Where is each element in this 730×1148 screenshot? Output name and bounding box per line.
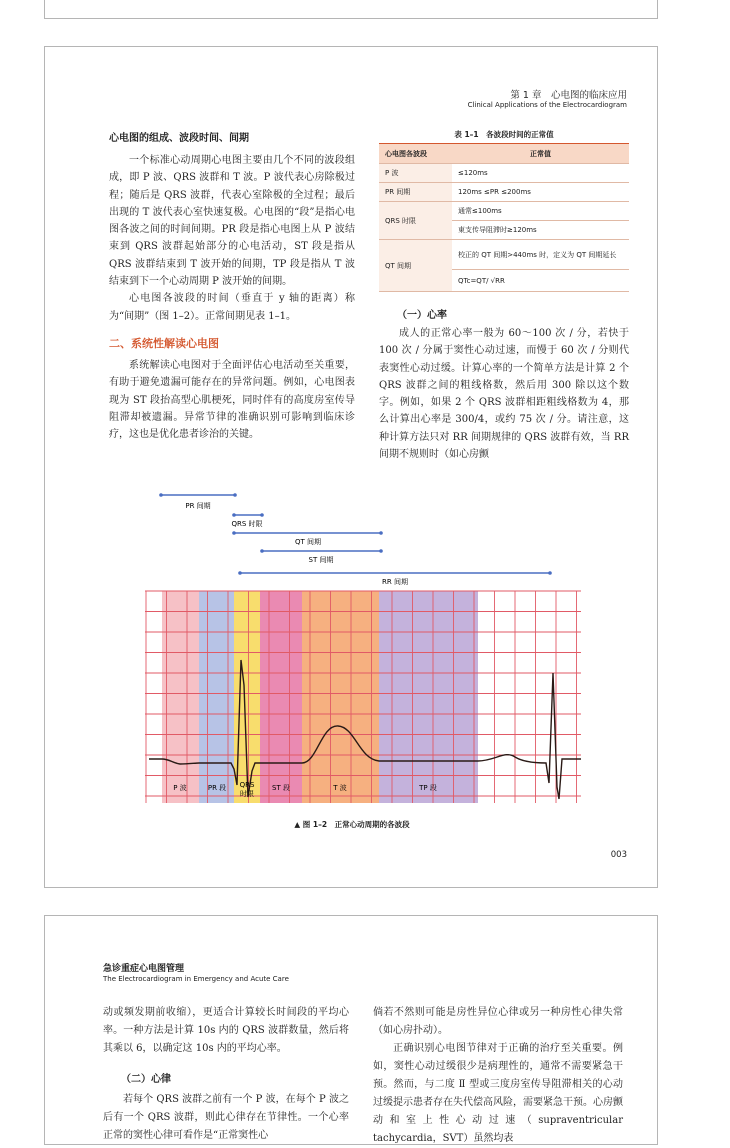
book-subtitle: The Electrocardiogram in Emergency and Acute Care: [103, 975, 289, 983]
table-cell-value: 通常≤100ms: [452, 202, 629, 221]
pr-interval-bar: [159, 493, 237, 510]
table-cell-value: QTc=QT/ √RR: [452, 270, 629, 292]
paragraph-heart-rate: 成人的正常心率一般为 60～100 次 / 分，若快于 100 次 / 分属于窦性心动过速，而慢于 60 次 / 分则代表窦性心动过缓。计算心率的一个简单方法是计算 2 个 QRS 波群之间的粗线格数，然后用 300 除以这个数字。例如，如果 2 个 QRS 波群相距粗线格数为 4，那么计算出心率是 300/4，或约 75 次 / 分。请注意，这种计算方法只对 RR 间期规律的 QRS 波群有效，当 RR 间期不规则时（如心房颤: [379, 328, 629, 461]
table-header-segment: 心电图各波段: [379, 144, 452, 164]
next-page: [44, 915, 658, 1145]
band-label-qrs-line1: QRS: [239, 781, 255, 789]
table-cell-value: 校正的 QT 间期>440ms 时，定义为 QT 间期延长: [452, 240, 629, 270]
next-left-paragraph-2: 若每个 QRS 波群之前有一个 P 波，在每个 P 波之后有一个 QRS 波群，则此心律存在节律性。一个心率正常的窦性心律可看作是“正常窦性心: [103, 1094, 349, 1141]
main-page: [44, 46, 658, 888]
table-cell-label: QT 间期: [379, 240, 452, 292]
left-column: [109, 129, 355, 443]
band-label-qrs-line2: 时限: [240, 790, 254, 798]
table-row: [379, 183, 629, 202]
table-header-value: 正常值: [452, 144, 629, 164]
normal-values-table: [379, 143, 629, 292]
next-right-paragraph-1: 倘若不然则可能是房性异位心律或另一种房性心律失常（如心房扑动）。: [373, 1007, 623, 1036]
band-st-segment: [260, 591, 302, 803]
table-row: [379, 240, 629, 270]
book-title: 急诊重症心电图管理: [103, 964, 185, 974]
right-column: [379, 129, 629, 461]
qrs-duration-bar: [231, 513, 263, 528]
chapter-subtitle: Clinical Applications of the Electrocardiogram: [467, 101, 627, 109]
table-row: [379, 164, 629, 183]
band-label-st: ST 段: [272, 784, 290, 792]
next-right-column: [373, 1004, 623, 1148]
previous-page-fragment: [44, 0, 658, 19]
next-left-column: [103, 1004, 349, 1145]
page-number: 003: [610, 850, 627, 860]
next-left-paragraph-1: 动或频发期前收缩），更适合计算较长时间段的平均心率。一种方法是计算 10s 内的 QRS 波群数量，然后将其乘以 6，以确定这 10s 内的平均心率。: [103, 1007, 349, 1054]
band-label-pr: PR 段: [207, 784, 227, 792]
qt-interval-label: QT 间期: [294, 538, 322, 546]
band-label-p: P 波: [173, 784, 187, 792]
section-heading-components: 心电图的组成、波段时间、间期: [109, 133, 249, 144]
table-cell-label: P 波: [379, 164, 452, 183]
table-row: [379, 202, 629, 221]
paragraph-components-1: 一个标准心动周期心电图主要由几个不同的波段组成，即 P 波、QRS 波群和 T 波。P 波代表心房除极过程；随后是 QRS 波群，代表心室除极的全过程；最后出现的 T 波代表心室快速复极。心电图的“段”是指心电图各波之间的时间间期。PR 段是指心电图上从 P 波结束到 QRS 波群起始部分的心电活动，ST 段是指从 QRS 波群结束到 T 波开始的间期，TP 段是指从 T 波结束到下一个心动周期 P 波开始的间期。: [109, 155, 355, 288]
table-cell-value: 東支传导阻滞时≥120ms: [452, 221, 629, 240]
table-header-row: [379, 144, 629, 164]
ecg-figure: [145, 487, 585, 812]
st-interval-bar: [260, 549, 383, 564]
figure-caption: ▲ 图 1–2 正常心动周期的各波段: [294, 820, 410, 829]
band-t-wave: [302, 591, 379, 803]
section-heading-heart-rate: （一）心率: [397, 310, 447, 321]
band-label-t: T 波: [333, 784, 347, 792]
pr-interval-label: PR 间期: [185, 502, 211, 510]
section-heading-systematic: 二、系统性解读心电图: [109, 336, 219, 350]
chapter-title: 第 1 章 心电图的临床应用: [510, 90, 627, 101]
band-p-wave: [162, 591, 199, 803]
paragraph-components-2: 心电图各波段的时间（垂直于 y 轴的距离）称为“间期”（图 1–2）。正常间期见表 1–1。: [109, 293, 355, 322]
table-cell-label: QRS 时限: [379, 202, 452, 240]
table-cell-value: 120ms ≤PR ≤200ms: [452, 183, 629, 202]
next-right-paragraph-2: 正确识别心电图节律对于正确的治疗至关重要。例如，窦性心动过缓很少是病理性的，通常不需要紧急干预。然而，与二度 Ⅱ 型或三度房室传导阻滞相关的心动过缓提示患者存在失代偿高风险，需要紧急干预。心房颤动和室上性心动过速（supraventricular tachycardia，SVT）虽然均表: [373, 1043, 623, 1144]
band-tp-segment: [379, 591, 478, 803]
qrs-duration-label: QRS 时限: [231, 520, 263, 528]
qt-interval-bar: [232, 531, 383, 546]
st-interval-label: ST 间期: [308, 556, 334, 564]
band-label-tp: TP 段: [419, 784, 437, 792]
band-pr-segment: [199, 591, 234, 803]
paragraph-systematic: 系统解读心电图对于全面评估心电活动至关重要，有助于避免遗漏可能存在的异常问题。例如，心电图表现为 ST 段抬高型心肌梗死，同时伴有的高度房室传导阻滞却被遗漏。异常节律的准确识别可影响到临床诊疗，这也是优化患者诊治的关键。: [109, 359, 355, 441]
rr-interval-bar: [238, 571, 552, 586]
section-heading-rhythm: （二）心律: [121, 1074, 171, 1085]
table-cell-value: ≤120ms: [452, 164, 629, 183]
segment-bands: [162, 591, 478, 803]
rr-interval-label: RR 间期: [382, 578, 408, 586]
table-caption: 表 1–1 各波段时间的正常值: [454, 130, 554, 139]
interval-bars: [159, 493, 552, 586]
table-cell-label: PR 间期: [379, 183, 452, 202]
